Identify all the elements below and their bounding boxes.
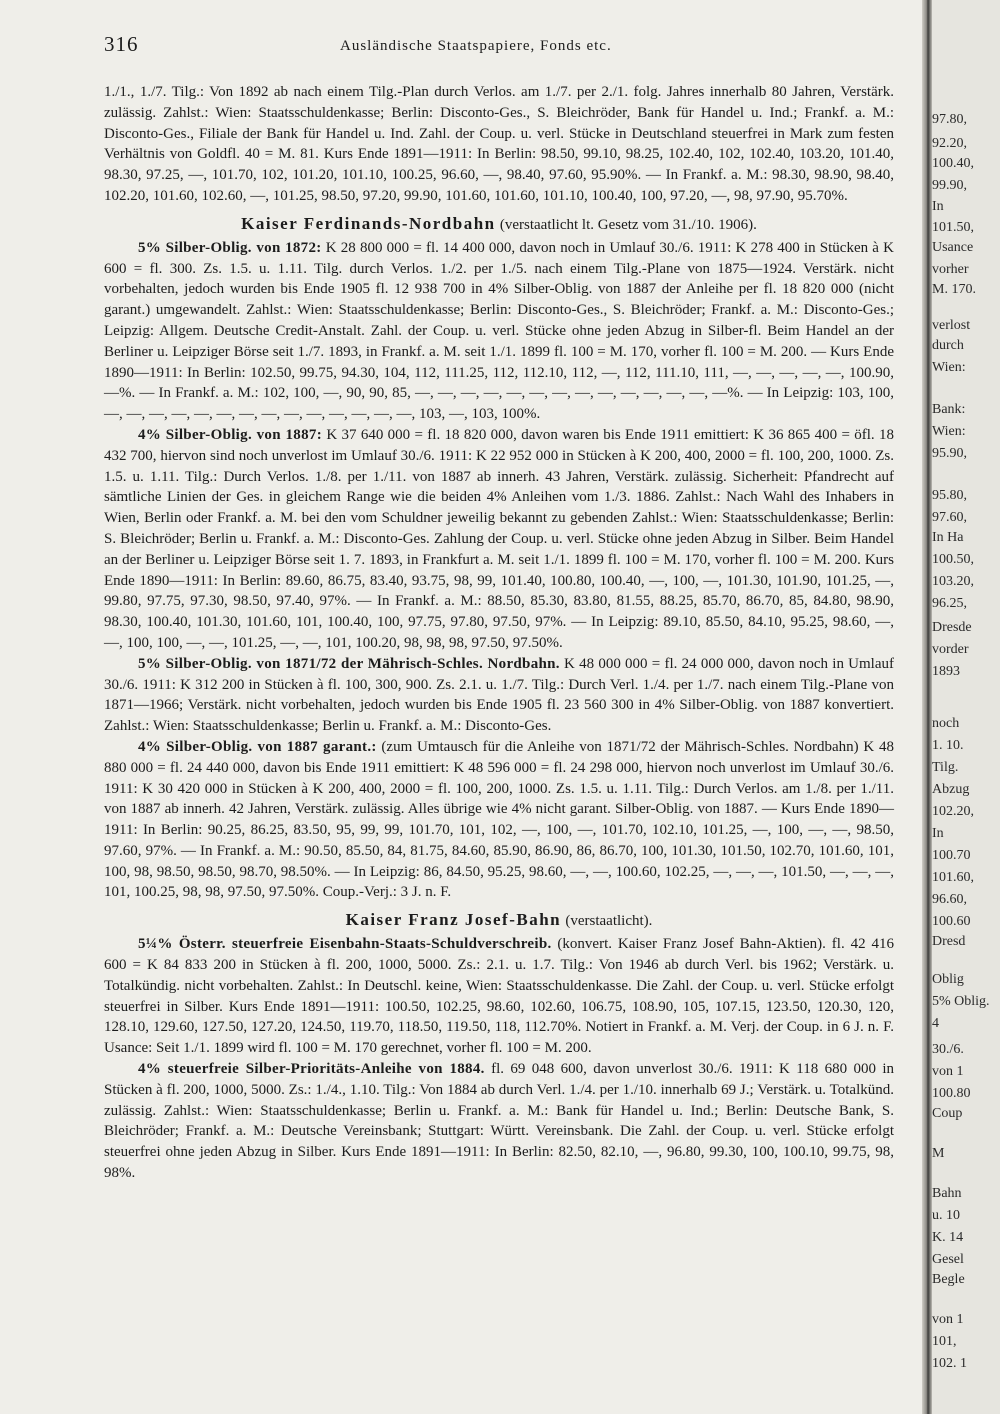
neighbor-fragment: 95.90,	[932, 446, 967, 461]
neighbor-fragment: 96.25,	[932, 596, 967, 611]
neighbor-fragment: K. 14	[932, 1230, 964, 1245]
neighbor-fragment: 1893	[932, 664, 960, 679]
bond-title: 4% steuerfreie Silber-Prioritäts-Anleihe von 1884.	[138, 1061, 485, 1078]
entry-text: fl. 69 048 600, davon unverlost 30./6. 1911: K 118 680 000 in Stücken à fl. 200, 1000, 5000. Zs.: 1./4., 1.10. Tilg.: Von 1884 ab durch Verl. 1./4. per 1./10. innerhalb 69 J.; Verstärk. u. Totalkünd. zulässig. Zahlst.: Wien: Staatsschuldenkasse; Berlin u. Frankf. a. M.: Bank für Handel u. Ind.; Berlin: Deutsche Bank, S. Bleichröder; Frankf. a. M.: Deutsche Vereinsbank; Stuttgart: Württ. Vereinsbank. Die Zahl. der Coup. u. verl. Stücke erfolgt steuerfrei ohne jeden Abzug in Silber. Kurs Ende 1891—1911: In Berlin: 82.50, 82.10, —, 96.80, 99.30, 100, 100.10, 99.75, 98, 98%.	[104, 1061, 894, 1182]
neighbor-fragment: In	[932, 826, 944, 841]
page-number: 316	[104, 32, 139, 56]
neighbor-fragment: 101.50,	[932, 220, 974, 235]
bond-title: 5% Silber-Oblig. von 1871/72 der Mährisch-Schles. Nordbahn.	[138, 655, 560, 672]
neighbor-fragment: durch	[932, 338, 964, 353]
bond-title: 4% Silber-Oblig. von 1887 garant.:	[138, 738, 377, 755]
neighbor-fragment: Bank:	[932, 402, 966, 417]
page-header	[104, 32, 894, 58]
entry-text: K 28 800 000 = fl. 14 400 000, davon noch in Umlauf 30./6. 1911: K 278 400 in Stücken à K 600 = fl. 300. Zs. 1.5. u. 1.11. Tilg. durch Verlos. 1./2. per 1./5. nach einem Tilg.-Plane von 1875—1924. Verstärk. nicht vorbehalten, jedoch wurden bis Ende 1905 fl. 12 938 700 in 4% Silber-Oblig. von 1887 der Anleihe per fl. 18 820 000 (nicht garant.) umgewandelt. Zahlst.: Wien: Staatsschuldenkasse; Berlin: Disconto-Ges., S. Bleichröder; Frankf. a. M.: Disconto-Ges.; Leipzig: Allgem. Deutsche Credit-Anstalt. Zahl. der Coup. u. verl. Stücke ohne jeden Abzug in Silber-fl. Beim Handel an der Berliner u. Leipziger Börse seit 1./7. 1893, in Frankf. a. M. seit 1./1. 1899 fl. 100 = M. 170, vorher fl. 100 = M. 200. — Kurs Ende 1890—1911: In Berlin: 102.50, 99.75, 94.30, 104, 112, 111.25, 112, 112.10, 112, —, 112, 111.10, 111, —, —, —, —, —, 100.90, —%. — In Frankf. a. M.: 102, 100, —, 90, 90, 85, —, —, —, —, —, —, —, —, —, —, —, —, —, —%. — In Leipzig: 103, 100, —, —, —, —, —, —, —, —, —, —, —, —, —, —, 103, —, 103, 100%.	[104, 239, 894, 423]
neighbor-fragment: 100.40,	[932, 156, 974, 171]
neighbor-fragment: von 1	[932, 1064, 964, 1079]
neighbor-fragment: vorher	[932, 262, 969, 277]
neighbor-fragment: Dresde	[932, 620, 972, 635]
entry-text: (konvert. Kaiser Franz Josef Bahn-Aktien). fl. 42 416 600 = K 84 833 200 in Stücken à fl. 200, 1000, 5000. Zs.: 2.1. u. 1.7. Tilg.: Von 1946 ab durch Verl. bis 1962; Verstärk. u. Totalkündig. nicht vorbehalten. Zahlst.: In Deutschl. keine, Wien: Staatsschuldenkasse. Die Zahl. der Coup. u. verl. Stücke erfolgt steuerfrei in Silber. Kurs Ende 1891—1911: 100.50, 102.25, 98.60, 102.60, 106.75, 108.90, 105, 107.15, 123.50, 120.30, 120, 128.10, 129.60, 127.50, 127.20, 124.50, 119.70, 118.50, 119.50, 118, 112.70%. Notiert in Frankf. a. M. Verj. der Coup. in 6 J. n. F. Usance: Seit 1./1. 1899 wird fl. 100 = M. 170 gerechnet, vorher fl. 100 = M. 200.	[104, 936, 894, 1057]
neighbor-fragment: Dresd	[932, 934, 966, 949]
section-heading-name: Kaiser Franz Josef-Bahn	[345, 910, 562, 930]
entry-paragraph	[104, 654, 894, 737]
neighbor-fragment: von 1	[932, 1312, 964, 1327]
neighbor-page-fragment	[932, 0, 1000, 1414]
neighbor-fragment: 100.80	[932, 1086, 971, 1101]
text-column	[104, 82, 894, 1184]
neighbor-fragment: 92.20,	[932, 136, 967, 151]
neighbor-fragment: Begle	[932, 1272, 965, 1287]
neighbor-fragment: 4	[932, 1016, 939, 1031]
entry-paragraph	[104, 737, 894, 903]
entry-paragraph	[104, 1059, 894, 1184]
neighbor-fragment: 102.20,	[932, 804, 974, 819]
neighbor-fragment: 5% Oblig.	[932, 994, 990, 1009]
neighbor-fragment: 95.80,	[932, 488, 967, 503]
neighbor-fragment: 97.80,	[932, 112, 967, 127]
neighbor-fragment: Wien:	[932, 424, 966, 439]
running-title: Ausländische Staatspapiere, Fonds etc.	[340, 38, 612, 54]
entry-paragraph	[104, 82, 894, 207]
neighbor-fragment: 97.60,	[932, 510, 967, 525]
neighbor-fragment: 101,	[932, 1334, 957, 1349]
entry-text: K 37 640 000 = fl. 18 820 000, davon waren bis Ende 1911 emittiert: K 36 865 400 = öfl. 18 432 700, hiervon sind noch unverlost im Umlauf 30./6. 1911: K 22 952 000 in Stücken à K 200, 400, 2000 = fl. 100, 200, 1000. Zs. 1.5. u. 1.11. Tilg.: Durch Verlos. 1./8. per 1./11. von 1887 ab innerh. 43 Jahren, Verstärk. zulässig. Sicherheit: Pfandrecht auf sämtliche Linien der Ges. in gleichem Range wie die beiden 4% Anleihen vom 1./3. 1886. Zahlst.: Nach Wahl des Inhabers in Wien, Berlin oder Frankf. a. M. bei den vom Schuldner jeweilig bekannt zu gebenden Zahlst.: Wien: Staatsschuldenkasse; Berlin: S. Bleichröder; Berlin u. Frankf. a. M.: Disconto-Ges. Zahlung der Coup. u. verl. Stücke ohne jeden Abzug in Silber. Beim Handel an der Berliner u. Leipziger Börse seit 1. 7. 1893, in Frankfurt a. M. seit 1./1. 1899 fl. 100 = M. 170, vorher fl. 100 = M. 200. Kurs Ende 1890—1911: In Berlin: 89.60, 86.75, 83.40, 93.75, 98, 99, 101.40, 100.80, 100.40, —, 100, —, 101.30, 101.90, 101.25, —, 99.80, 97.75, 97.30, 98.50, 97.40, 97%. — In Frankf. a. M.: 88.50, 85.30, 83.80, 81.55, 88.25, 85.70, 86.70, 85, 84.80, 98.90, 98.30, 100.40, 101.30, 101.60, 101, 100.40, 100, 97.75, 97.80, 97.50, 97%. — In Leipzig: 89.10, 85.50, 84.10, 95.25, 98.60, —, —, 100, 100, —, —, 101.25, —, —, 101, 100.20, 98, 98, 98, 97.50, 97.50%.	[104, 426, 894, 651]
neighbor-fragment: 30./6.	[932, 1042, 964, 1057]
neighbor-fragment: In Ha	[932, 530, 964, 545]
neighbor-fragment: Oblig	[932, 972, 964, 987]
entry-paragraph	[104, 934, 894, 1059]
neighbor-fragment: 100.70	[932, 848, 971, 863]
bond-title: 5¼% Österr. steuerfreie Eisenbahn-Staats-Schuldverschreib.	[138, 936, 552, 953]
neighbor-fragment: u. 10	[932, 1208, 960, 1223]
neighbor-fragment: vorder	[932, 642, 969, 657]
neighbor-fragment: 1. 10.	[932, 738, 964, 753]
neighbor-fragment: M	[932, 1146, 945, 1161]
neighbor-fragment: Coup	[932, 1106, 963, 1121]
neighbor-fragment: 100.60	[932, 914, 971, 929]
entry-paragraph	[104, 425, 894, 654]
section-heading	[104, 909, 894, 932]
neighbor-fragment: 101.60,	[932, 870, 974, 885]
neighbor-fragment: 96.60,	[932, 892, 967, 907]
neighbor-fragment: 102. 1	[932, 1356, 967, 1371]
neighbor-fragment: 99.90,	[932, 178, 967, 193]
bond-title: 5% Silber-Oblig. von 1872:	[138, 239, 322, 256]
section-heading-note: (verstaatlicht).	[565, 913, 653, 930]
section-heading-name: Kaiser Ferdinands-Nordbahn	[241, 213, 496, 233]
neighbor-fragment: Usance	[932, 240, 974, 255]
entry-paragraph	[104, 238, 894, 425]
neighbor-fragment: In	[932, 199, 944, 214]
entry-text: 1./1., 1./7. Tilg.: Von 1892 ab nach einem Tilg.-Plan durch Verlos. am 1./7. per 2./1. folg. Jahres innerhalb 80 Jahren, Verstärk. zulässig. Zahlst.: Wien: Staatsschuldenkasse; Berlin: Disconto-Ges., S. Bleichröder, Bank für Handel u. Ind.; Frankf. a. M.: Disconto-Ges., Filiale der Bank für Handel u. Ind. Zahl. der Coup. u. verl. Stücke in Deutschland steuerfrei in Mark zum festen Verhältnis von Goldfl. 40 = M. 81. Kurs Ende 1891—1911: In Berlin: 98.50, 99.10, 98.25, 102.40, 102, 102.40, 103.20, 101.40, 98.30, 97.25, —, 101.70, 102, 101.20, 101.10, 100.25, 96.60, —, 98.40, 97.60, 95.90%. — In Frankf. a. M.: 98.30, 98.90, 98.40, 102.20, 101.60, 102.60, —, 101.25, 98.50, 97.20, 99.90, 101.60, 101.60, 101.10, 100.40, 100, 97.20, —, 98, 97.90, 95.70%.	[104, 84, 894, 204]
neighbor-fragment: Wien:	[932, 360, 966, 375]
book-gutter	[922, 0, 932, 1414]
entry-text: (zum Umtausch für die Anleihe von 1871/72 der Mährisch-Schles. Nordbahn) K 48 880 000 = fl. 24 440 000, davon bis Ende 1911 emittiert: K 48 596 000 = fl. 24 298 000, hiervon noch unverlost im Umlauf 30./6. 1911: K 30 420 000 in Stücken à K 200, 400, 2000 = fl. 100, 200, 1000. Zs. 1.5. u. 1.11. Tilg.: Durch Verlos. am 1./8. per 1./11. von 1887 ab innerh. 42 Jahren, Verstärk. zulässig. Alles übrige wie 4% nicht garant. Silber-Oblig. von 1887. — Kurs Ende 1890—1911: In Berlin: 90.25, 86.25, 83.50, 95, 99, 99, 101.70, 101, 102, —, 100, —, 101.70, 102.10, 101.25, —, 100, —, —, 98.50, 97.60, 97%. — In Frankf. a. M.: 90.50, 85.50, 84, 81.75, 84.60, 85.90, 86.90, 86, 86.70, 100, 101.30, 101.50, 102.70, 101.60, 101, 100, 98, 98.50, 98.50, 98.70, 98.50%. — In Leipzig: 86, 84.50, 95.25, 98.60, —, —, 100.60, 102.25, —, —, —, 101.50, —, —, —, 101, 100.25, 98, 98, 97.50, 97.50%. Coup.-Verj.: 3 J. n. F.	[104, 738, 895, 901]
neighbor-fragment: 100.50,	[932, 552, 974, 567]
entry-text: K 48 000 000 = fl. 24 000 000, davon noch in Umlauf 30./6. 1911: K 312 200 in Stücken à fl. 100, 300, 900. Zs. 2.1. u. 1./7. Tilg.: Durch Verl. 1./4. per 1./7. nach einem Tilg.-Plane von 1871—1966; Verstärk. nicht vorbehalten, jedoch wurden bis Ende 1905 fl. 23 560 300 in 4% Silber-Oblig. von 1887 konvertiert. Zahlst.: Wien: Staatsschuldenkasse; Berlin u. Frankf. a. M.: Disconto-Ges.	[104, 655, 894, 735]
neighbor-fragment: verlost	[932, 318, 971, 333]
neighbor-fragment: Abzug	[932, 782, 970, 797]
neighbor-fragment: 103.20,	[932, 574, 974, 589]
bond-title: 4% Silber-Oblig. von 1887:	[138, 426, 322, 443]
neighbor-fragment: M. 170.	[932, 282, 976, 297]
neighbor-fragment: Tilg.	[932, 760, 959, 775]
section-heading	[104, 213, 894, 236]
neighbor-fragment: noch	[932, 716, 960, 731]
section-heading-note: (verstaatlicht lt. Gesetz vom 31./10. 1906).	[499, 216, 757, 233]
neighbor-fragment: Gesel	[932, 1252, 964, 1267]
neighbor-fragment: Bahn	[932, 1186, 962, 1201]
